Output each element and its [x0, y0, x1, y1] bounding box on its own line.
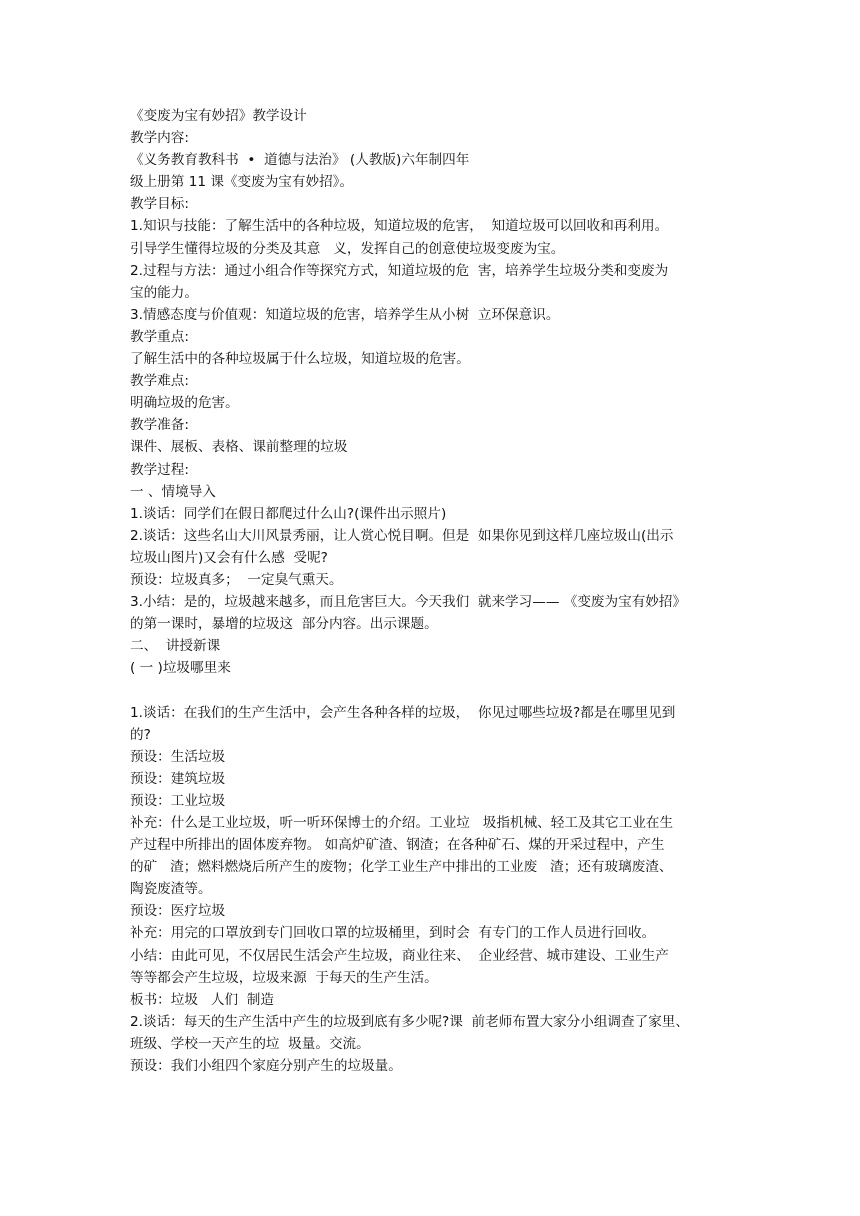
section-heading-preparation: 教学准备: [130, 417, 189, 434]
text-line: 预设：建筑垃圾 [130, 770, 226, 787]
text-line: 陶瓷废渣等。 [130, 881, 212, 898]
text-line: 的第一课时，暴增的垃圾这 部分内容。出示课题。 [130, 616, 438, 633]
text-line: 3.情感态度与价值观：知道垃圾的危害，培养学生从小树 立环保意识。 [130, 306, 560, 323]
blank-line [130, 679, 750, 701]
text-line: 的矿 渣；燃料燃烧后所产生的废物；化学工业生产中排出的工业废 渣；还有玻璃废渣、 [130, 859, 673, 876]
text-line: 引导学生懂得垃圾的分类及其意 义，发挥自己的创意使垃圾变废为宝。 [130, 240, 565, 257]
section-heading-process: 教学过程: [130, 461, 189, 478]
text-line: 预设：医疗垃圾 [130, 903, 226, 920]
text-line: 2.过程与方法：通过小组合作等探究方式，知道垃圾的危 害，培养学生垃圾分类和变废为 [130, 262, 669, 279]
text-line: 1.知识与技能：了解生活中的各种垃圾，知道垃圾的危害， 知道垃圾可以回收和再利用。 [130, 218, 669, 235]
text-line: 课件、展板、表格、课前整理的垃圾 [130, 439, 348, 456]
text-line: 级上册第 11 课《变废为宝有妙招》。 [130, 174, 354, 191]
text-line: 预设：生活垃圾 [130, 748, 226, 765]
section-heading-content: 教学内容: [130, 130, 189, 147]
text-line: 预设：垃圾真多； 一定臭气熏天。 [130, 571, 343, 588]
text-line: 3.小结：是的，垃圾越来越多，而且危害巨大。今天我们 就来学习—— 《变废为宝有妙招》 [130, 594, 687, 611]
text-line: 预设：我们小组四个家庭分别产生的垃圾量。 [130, 1058, 402, 1075]
text-line: 《义务教育教科书 • 道德与法治》 (人教版)六年制四年 [130, 152, 470, 169]
text-line: 补充：什么是工业垃圾，听一听环保博士的介绍。工业垃 圾指机械、轻工及其它工业在生 [130, 815, 674, 831]
subsection-heading: 一 、情境导入 [130, 483, 216, 500]
section-heading-goals: 教学目标: [130, 196, 189, 213]
text-line: 1.谈话：同学们在假日都爬过什么山?(课件出示照片) [130, 505, 447, 522]
text-line: 等等都会产生垃圾，垃圾来源 于每天的生产生活。 [130, 969, 438, 986]
text-line: 2.谈话：每天的生产生活中产生的垃圾到底有多少呢?课 前老师布置大家分小组调查了家里、 [130, 1013, 689, 1030]
text-line: 了解生活中的各种垃圾属于什么垃圾，知道垃圾的危害。 [130, 351, 470, 368]
text-line: 补充：用完的口罩放到专门回收口罩的垃圾桶里，到时会 有专门的工作人员进行回收。 [130, 925, 656, 942]
text-line: 垃圾山图片)又会有什么感 受呢? [130, 549, 328, 566]
text-line: 1.谈话：在我们的生产生活中，会产生各种各样的垃圾， 你见过哪些垃圾?都是在哪里见到 [130, 704, 676, 721]
subsection-heading: ( 一 )垃圾哪里来 [130, 660, 231, 677]
text-line: 产过程中所排出的固体废弃物。 如高炉矿渣、钢渣；在各种矿石、煤的开采过程中，产生 [130, 837, 665, 854]
section-heading-key-points: 教学重点: [130, 328, 189, 345]
board-note: 板书：垃圾 人们 制造 [130, 991, 274, 1008]
text-line: 的? [130, 726, 151, 743]
doc-title: 《变废为宝有妙招》教学设计 [130, 108, 307, 124]
text-line: 明确垃圾的危害。 [130, 395, 239, 412]
text-line: 小结：由此可见，不仅居民生活会产生垃圾，商业往来、 企业经营、城市建设、工业生产 [130, 947, 669, 964]
text-line: 预设：工业垃圾 [130, 792, 226, 809]
section-heading-difficulties: 教学难点: [130, 373, 189, 390]
text-line: 宝的能力。 [130, 284, 198, 301]
text-line: 班级、学校一天产生的垃 圾量。交流。 [130, 1035, 370, 1052]
document-body [130, 105, 750, 1077]
text-line: 2.谈话：这些名山大川风景秀丽，让人赏心悦目啊。但是 如果你见到这样几座垃圾山(出示 [130, 527, 674, 544]
subsection-heading: 二、 讲授新课 [130, 638, 221, 655]
